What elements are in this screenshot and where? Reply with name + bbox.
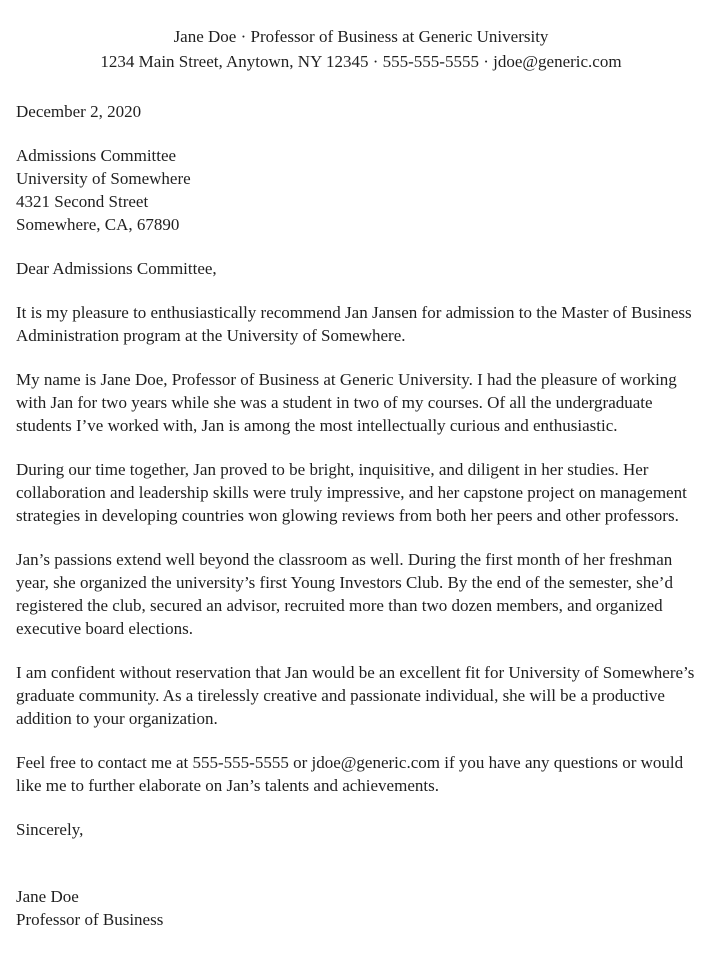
salutation: Dear Admissions Committee, [16,259,217,278]
date-line: December 2, 2020 [16,102,142,121]
body-paragraph: Jan’s passions extend well beyond the classroom as well. During the first month of her freshman year, she organized the university’s first Young Investors Club. By the end of the semester, she’d registered the club, secured an advisor, recruited more than two dozen members, and organized executive board elections. [16,550,673,638]
body-paragraph: It is my pleasure to enthusiastically recommend Jan Jansen for admission to the Master of Business Administration program at the University of Somewhere. [16,303,692,345]
address-line: Somewhere, CA, 67890 [16,215,180,234]
body-paragraph: I am confident without reservation that Jan would be an excellent fit for University of Somewhere’s graduate community. As a tirelessly creative and passionate individual, she will be a productive addition to your organization. [16,663,695,728]
letterhead-contact-line: 1234 Main Street, Anytown, NY 12345 · 555-555-5555 · jdoe@generic.com [100,52,622,71]
body-paragraph: Feel free to contact me at 555-555-5555 or jdoe@generic.com if you have any questions or would like me to further elaborate on Jan’s talents and achievements. [16,753,684,795]
signature-block [16,885,706,931]
body-paragraph: During our time together, Jan proved to be bright, inquisitive, and diligent in her studies. Her collaboration and leadership skills were truly impressive, and her capstone project on management strategies in developing countries won glowing reviews from both her peers and other professors. [16,460,687,525]
letterhead-name-line: Jane Doe · Professor of Business at Generic University [173,27,549,46]
address-line: 4321 Second Street [16,192,149,211]
signature-title: Professor of Business [16,910,164,929]
closing: Sincerely, [16,820,84,839]
letterhead [16,24,706,74]
address-line: University of Somewhere [16,169,191,188]
signature-name: Jane Doe [16,887,79,906]
address-line: Admissions Committee [16,146,177,165]
body-paragraph: My name is Jane Doe, Professor of Business at Generic University. I had the pleasure of working with Jan for two years while she was a student in two of my courses. Of all the undergraduate students I’ve worked with, Jan is among the most intellectually curious and enthusiastic. [16,370,677,435]
recipient-address [16,144,706,236]
letter-body [16,100,706,931]
